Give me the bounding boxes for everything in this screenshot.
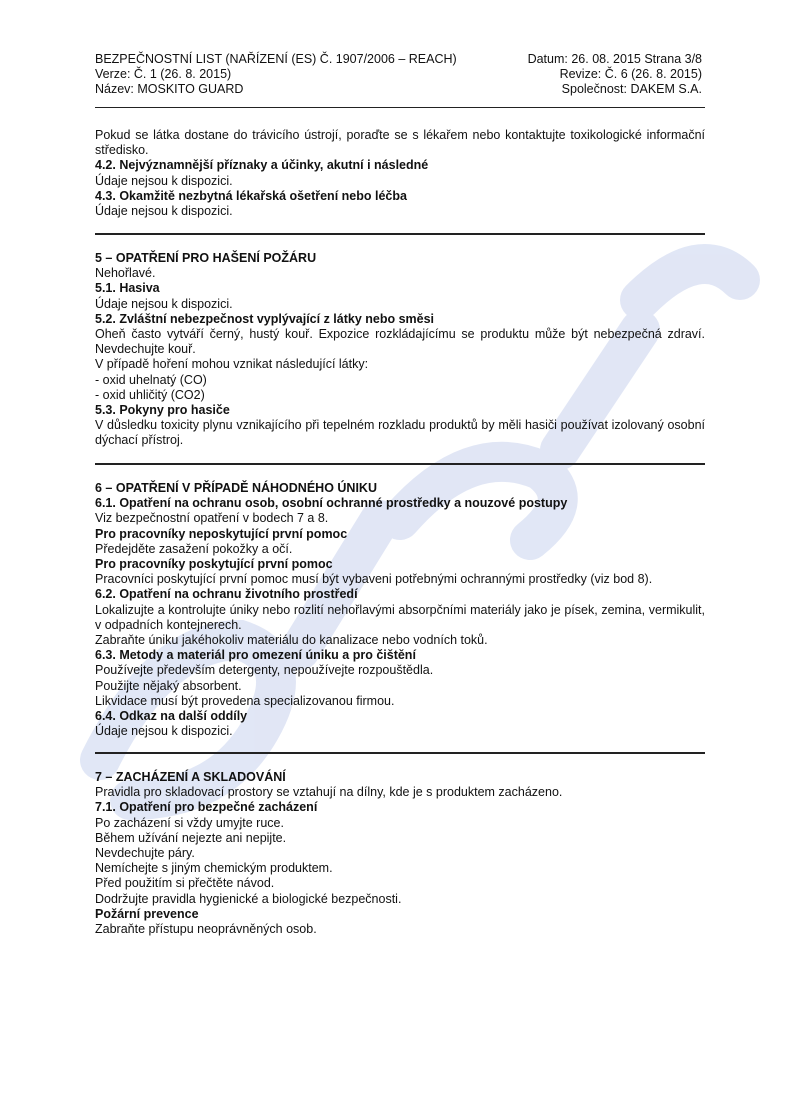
version: Verze: Č. 1 (26. 8. 2015): [95, 67, 232, 81]
section-divider: [95, 752, 705, 754]
paragraph: Oheň často vytváří černý, hustý kouř. Expozice rozkládajícímu se produktu může být nebezpečná zdraví. Nevdechujte kouř.: [95, 327, 705, 357]
subsection-heading: 4.2. Nejvýznamnější příznaky a účinky, akutní i následné: [95, 158, 429, 173]
paragraph: Pracovníci poskytující první pomoc musí být vybaveni potřebnými ochrannými prostředky (viz bod 8).: [95, 572, 653, 587]
section-6: [95, 481, 705, 739]
paragraph: Likvidace musí být provedena specializovanou firmou.: [95, 693, 395, 708]
section-title: 6 – OPATŘENÍ V PŘÍPADĚ NÁHODNÉHO ÚNIKU: [95, 481, 377, 495]
subsection-heading: 6.3. Metody a materiál pro omezení úniku a pro čištění: [95, 648, 416, 663]
subsection-heading: 7.1. Opatření pro bezpečné zacházení: [95, 800, 318, 815]
paragraph: Zabraňte úniku jakéhokoliv materiálu do kanalizace nebo vodních toků.: [95, 633, 488, 648]
subsection-heading: Pro pracovníky neposkytující první pomoc: [95, 526, 348, 541]
section-divider: [95, 463, 705, 465]
paragraph: V případě hoření mohou vznikat následující látky:: [95, 357, 369, 372]
list-item: Během užívání nejezte ani nepijte.: [95, 830, 287, 845]
section-5: [95, 251, 705, 449]
paragraph: Zabraňte přístupu neoprávněných osob.: [95, 922, 317, 937]
section-7: [95, 770, 705, 937]
list-item: Dodržujte pravidla hygienické a biologické bezpečnosti.: [95, 891, 402, 906]
paragraph: V důsledku toxicity plynu vznikajícího při tepelném rozkladu produktů by měli hasiči používat izolovaný osobní dýchací přístroj.: [95, 418, 705, 448]
section-divider: [95, 233, 705, 235]
paragraph: Předejděte zasažení pokožky a očí.: [95, 541, 293, 556]
list-item: Před použitím si přečtěte návod.: [95, 876, 275, 891]
header-divider: [95, 107, 705, 108]
paragraph: Údaje nejsou k dispozici.: [95, 296, 233, 311]
paragraph: Pokud se látka dostane do trávicího ústrojí, poraďte se s lékařem nebo kontaktujte toxikologické informační středisko.: [95, 128, 705, 158]
paragraph: Pravidla pro skladovací prostory se vztahují na dílny, kde je s produktem zacházeno.: [95, 785, 563, 800]
page-header: [95, 52, 702, 97]
paragraph: Viz bezpečnostní opatření v bodech 7 a 8.: [95, 511, 329, 526]
subsection-heading: 6.4. Odkaz na další oddíly: [95, 709, 248, 724]
list-item: - oxid uhličitý (CO2): [95, 387, 205, 402]
paragraph: Nehořlavé.: [95, 266, 156, 281]
list-item: - oxid uhelnatý (CO): [95, 372, 207, 387]
list-item: Nemíchejte s jiným chemickým produktem.: [95, 861, 333, 876]
paragraph: Používejte především detergenty, nepoužívejte rozpouštědla.: [95, 663, 434, 678]
revision: Revize: Č. 6 (26. 8. 2015): [559, 67, 702, 81]
list-item: Po zacházení si vždy umyjte ruce.: [95, 815, 284, 830]
list-item: Nevdechujte páry.: [95, 846, 195, 861]
subsection-heading: 5.1. Hasiva: [95, 281, 160, 296]
paragraph: Lokalizujte a kontrolujte úniky nebo rozlití nehořlavými absorpčními materiály jako je písek, zemina, vermikulit, v odpadních kontejnerech.: [95, 602, 705, 632]
subsection-heading: 5.2. Zvláštní nebezpečnost vyplývající z látky nebo směsi: [95, 311, 435, 326]
subsection-heading: Pro pracovníky poskytující první pomoc: [95, 557, 333, 572]
paragraph: Použijte nějaký absorbent.: [95, 678, 242, 693]
document-title: BEZPEČNOSTNÍ LIST (NAŘÍZENÍ (ES) Č. 1907/2006 – REACH): [95, 52, 457, 66]
subsection-heading: 6.1. Opatření na ochranu osob, osobní ochranné prostředky a nouzové postupy: [95, 496, 568, 511]
section-title: 7 – ZACHÁZENÍ A SKLADOVÁNÍ: [95, 770, 286, 784]
subsection-heading: 5.3. Pokyny pro hasiče: [95, 403, 230, 418]
date-page: Datum: 26. 08. 2015 Strana 3/8: [527, 52, 702, 66]
section-4: [95, 128, 705, 219]
paragraph: Údaje nejsou k dispozici.: [95, 173, 233, 188]
paragraph: Údaje nejsou k dispozici.: [95, 724, 233, 739]
paragraph: Údaje nejsou k dispozici.: [95, 204, 233, 219]
product-name: Název: MOSKITO GUARD: [95, 82, 244, 96]
subsection-heading: 6.2. Opatření na ochranu životního prostředí: [95, 587, 358, 602]
section-title: 5 – OPATŘENÍ PRO HAŠENÍ POŽÁRU: [95, 251, 317, 265]
company-name: Společnost: DAKEM S.A.: [561, 82, 702, 96]
subsection-heading: 4.3. Okamžitě nezbytná lékařská ošetření nebo léčba: [95, 188, 407, 203]
subsection-heading: Požární prevence: [95, 906, 199, 921]
